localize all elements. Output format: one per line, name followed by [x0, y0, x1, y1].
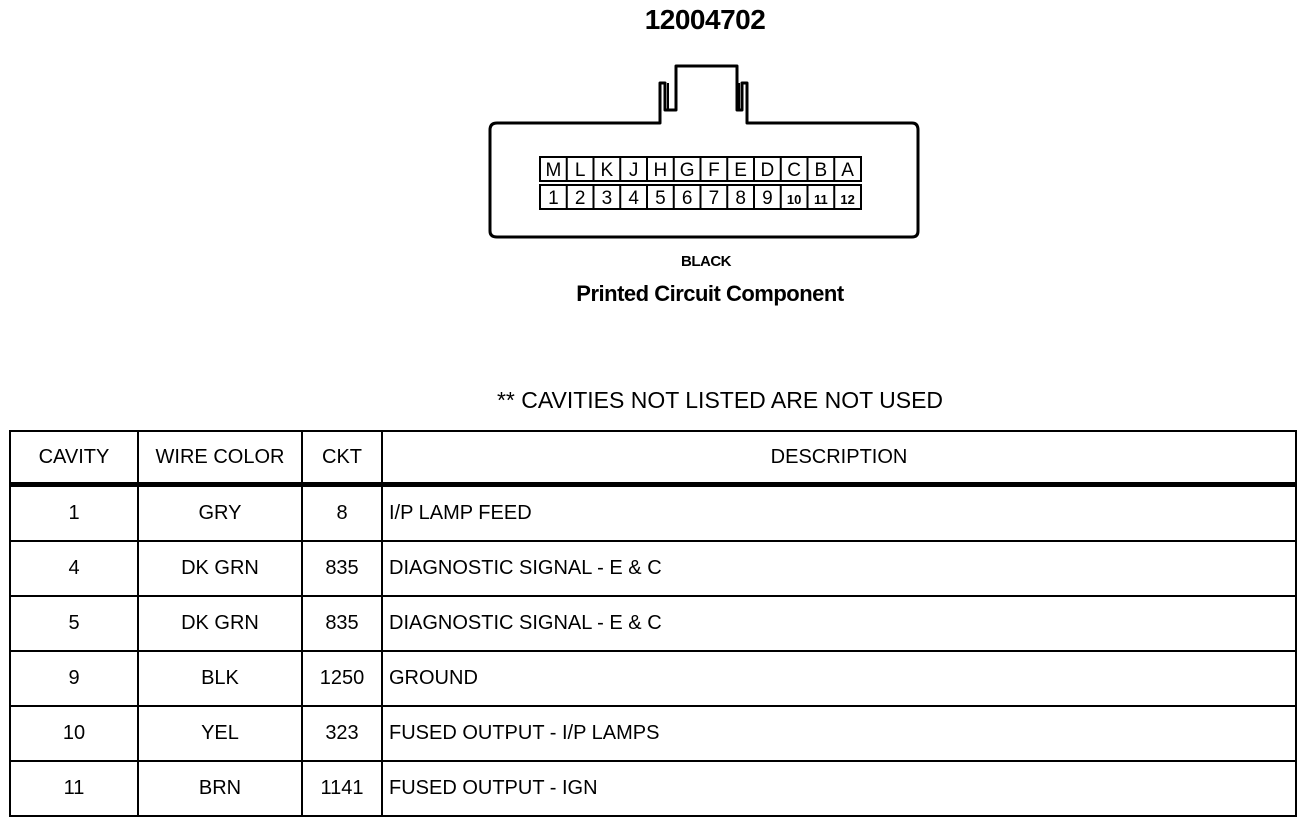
cell-cavity: 10 [10, 706, 138, 761]
cell-cavity: 11 [10, 761, 138, 816]
cavity-letter-g: G [679, 160, 695, 181]
cavity-letter-l: L [574, 160, 586, 181]
cavity-letter-j: J [628, 160, 639, 181]
header-cavity: CAVITY [10, 431, 138, 485]
cavity-letter-k: K [600, 160, 614, 181]
table-row [10, 485, 1296, 542]
header-wire-color: WIRE COLOR [138, 431, 302, 485]
cell-cavity: 4 [10, 541, 138, 596]
cell-description: DIAGNOSTIC SIGNAL - E & C [382, 596, 1296, 651]
table-row [10, 541, 1296, 596]
component-name-label: Printed Circuit Component [576, 281, 844, 306]
cavity-number-10: 10 [786, 192, 802, 207]
cavity-number-12: 12 [840, 192, 855, 207]
cell-cavity: 9 [10, 651, 138, 706]
cell-ckt: 835 [302, 541, 382, 596]
cavity-number-7: 7 [708, 188, 720, 209]
table-header-row [10, 431, 1296, 485]
pinout-table [9, 430, 1297, 817]
connector-outline [490, 66, 918, 237]
cavity-number-3: 3 [601, 188, 613, 209]
cell-wire-color: DK GRN [138, 596, 302, 651]
cavity-note: ** CAVITIES NOT LISTED ARE NOT USED [496, 387, 944, 413]
connector-color-label: BLACK [681, 253, 731, 270]
cell-description: I/P LAMP FEED [382, 485, 1296, 542]
cavity-letter-m: M [545, 160, 562, 181]
cavity-number-6: 6 [681, 188, 693, 209]
cell-wire-color: BRN [138, 761, 302, 816]
cavity-letter-d: D [760, 160, 775, 181]
cell-wire-color: YEL [138, 706, 302, 761]
cell-cavity: 5 [10, 596, 138, 651]
cell-ckt: 835 [302, 596, 382, 651]
cell-ckt: 323 [302, 706, 382, 761]
cavity-letter-c: C [787, 160, 801, 181]
cell-description: DIAGNOSTIC SIGNAL - E & C [382, 541, 1296, 596]
cell-wire-color: GRY [138, 485, 302, 542]
header-description: DESCRIPTION [382, 431, 1296, 485]
cavity-letter-e: E [734, 160, 747, 181]
table-row [10, 761, 1296, 816]
cell-ckt: 8 [302, 485, 382, 542]
cavity-number-5: 5 [655, 188, 666, 209]
cavity-number-9: 9 [762, 188, 773, 209]
header-ckt: CKT [302, 431, 382, 485]
cell-cavity: 1 [10, 485, 138, 542]
cavity-number-4: 4 [628, 188, 639, 209]
cavity-number-11: 11 [814, 192, 828, 207]
cell-wire-color: DK GRN [138, 541, 302, 596]
cell-ckt: 1141 [302, 761, 382, 816]
table-row [10, 596, 1296, 651]
cell-ckt: 1250 [302, 651, 382, 706]
cell-description: GROUND [382, 651, 1296, 706]
cavity-letter-h: H [653, 160, 668, 181]
cell-description: FUSED OUTPUT - I/P LAMPS [382, 706, 1296, 761]
cell-wire-color: BLK [138, 651, 302, 706]
cavity-letter-a: A [841, 160, 854, 181]
connector-face-diagram [0, 0, 1312, 250]
cell-description: FUSED OUTPUT - IGN [382, 761, 1296, 816]
part-number-title: 12004702 [644, 4, 766, 35]
cavity-number-2: 2 [574, 188, 586, 209]
cavity-number-1: 1 [548, 188, 559, 209]
latch-detail [668, 83, 739, 110]
cavity-letter-f: F [708, 160, 720, 181]
table-row [10, 706, 1296, 761]
cavity-number-8: 8 [735, 188, 746, 209]
table-row [10, 651, 1296, 706]
cavity-letter-b: B [814, 160, 828, 181]
